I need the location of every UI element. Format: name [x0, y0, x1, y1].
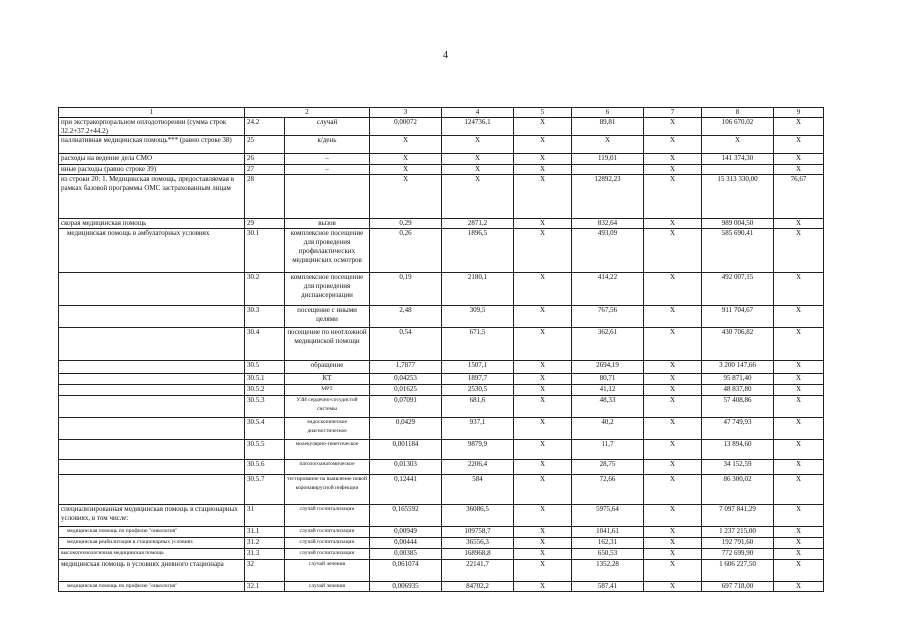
- value-cell: X: [514, 560, 572, 582]
- unit-cell: тестирование на выявление новой коронавирусной инфекции: [285, 475, 370, 505]
- value-cell: 2530,5: [442, 385, 514, 396]
- value-cell: 119,01: [572, 154, 644, 165]
- value-cell: 0,061074: [370, 560, 442, 582]
- row-code-cell: 30.5.3: [245, 396, 285, 418]
- row-label-cell: [59, 273, 245, 306]
- value-cell: 414,22: [572, 273, 644, 306]
- value-cell: X: [514, 117, 572, 136]
- value-cell: 40,2: [572, 418, 644, 440]
- row-label-cell: скорая медицинская помощь: [59, 219, 245, 229]
- value-cell: X: [514, 273, 572, 306]
- value-cell: 0,01303: [370, 460, 442, 475]
- value-cell: X: [774, 306, 824, 328]
- value-cell: 0,165592: [370, 505, 442, 527]
- value-cell: X: [514, 306, 572, 328]
- value-cell: 57 408,86: [702, 396, 774, 418]
- table-row: [59, 374, 824, 385]
- row-code-cell: 28: [245, 175, 285, 219]
- value-cell: X: [514, 175, 572, 219]
- header-row: [59, 108, 824, 118]
- value-cell: 86 300,02: [702, 475, 774, 505]
- table-row: [59, 418, 824, 440]
- row-code-cell: 31.3: [245, 549, 285, 560]
- row-label-cell: паллиативная медицинская помощь*** (равно строке 38): [59, 136, 245, 154]
- value-cell: 0,0429: [370, 418, 442, 440]
- table-row: [59, 460, 824, 475]
- value-cell: 0,12441: [370, 475, 442, 505]
- header-cell: 1: [59, 108, 245, 118]
- row-label-cell: при экстракорпоральном оплодотворении (сумма строк 32.2+37.2+44.2): [59, 117, 245, 136]
- value-cell: 584: [442, 475, 514, 505]
- row-label-cell: [59, 361, 245, 374]
- unit-cell: КТ: [285, 374, 370, 385]
- value-cell: X: [644, 136, 702, 154]
- unit-cell: эндоскопическое диагностическое: [285, 418, 370, 440]
- value-cell: 80,71: [572, 374, 644, 385]
- value-cell: 7 097 841,29: [702, 505, 774, 527]
- value-cell: 13 894,60: [702, 440, 774, 460]
- row-code-cell: 27: [245, 165, 285, 175]
- value-cell: 650,53: [572, 549, 644, 560]
- value-cell: 141 374,30: [702, 154, 774, 165]
- value-cell: X: [774, 328, 824, 361]
- row-label-cell: [59, 460, 245, 475]
- unit-cell: [285, 175, 370, 219]
- value-cell: 15 313 330,00: [702, 175, 774, 219]
- value-cell: X: [514, 440, 572, 460]
- value-cell: 0,00444: [370, 538, 442, 549]
- value-cell: X: [774, 560, 824, 582]
- value-cell: 1041,61: [572, 527, 644, 538]
- value-cell: X: [514, 475, 572, 505]
- value-cell: 5975,64: [572, 505, 644, 527]
- value-cell: X: [644, 396, 702, 418]
- value-cell: X: [514, 165, 572, 175]
- value-cell: 84702,2: [442, 582, 514, 592]
- row-code-cell: 30.5.7: [245, 475, 285, 505]
- unit-cell: вызов: [285, 219, 370, 229]
- value-cell: 36086,5: [442, 505, 514, 527]
- value-cell: 0,006935: [370, 582, 442, 592]
- value-cell: X: [644, 440, 702, 460]
- value-cell: 0,00072: [370, 117, 442, 136]
- row-code-cell: 30.5.1: [245, 374, 285, 385]
- row-label-cell: [59, 306, 245, 328]
- value-cell: X: [442, 154, 514, 165]
- value-cell: 309,5: [442, 306, 514, 328]
- table-row: [59, 175, 824, 219]
- value-cell: 0,00949: [370, 527, 442, 538]
- value-cell: 671,5: [442, 328, 514, 361]
- value-cell: 47 749,93: [702, 418, 774, 440]
- row-code-cell: 24.2: [245, 117, 285, 136]
- row-code-cell: 29: [245, 219, 285, 229]
- value-cell: X: [370, 136, 442, 154]
- value-cell: X: [514, 538, 572, 549]
- value-cell: 34 152,59: [702, 460, 774, 475]
- value-cell: X: [774, 460, 824, 475]
- value-cell: 28,75: [572, 460, 644, 475]
- value-cell: 697 718,00: [702, 582, 774, 592]
- header-cell: 9: [774, 108, 824, 118]
- value-cell: X: [644, 560, 702, 582]
- header-cell: 5: [514, 108, 572, 118]
- value-cell: 585 690,41: [702, 229, 774, 273]
- value-cell: X: [514, 229, 572, 273]
- table-row: [59, 154, 824, 165]
- value-cell: X: [370, 175, 442, 219]
- table-row: [59, 229, 824, 273]
- value-cell: 937,1: [442, 418, 514, 440]
- value-cell: 3 200 147,66: [702, 361, 774, 374]
- unit-cell: –: [285, 154, 370, 165]
- value-cell: 2206,4: [442, 460, 514, 475]
- unit-cell: случай госпитализации: [285, 505, 370, 527]
- unit-cell: обращение: [285, 361, 370, 374]
- row-label-cell: медицинская реабилитация в стационарных условиях: [59, 538, 245, 549]
- value-cell: X: [644, 505, 702, 527]
- value-cell: 1896,5: [442, 229, 514, 273]
- value-cell: X: [774, 527, 824, 538]
- value-cell: X: [774, 418, 824, 440]
- row-label-cell: [59, 418, 245, 440]
- value-cell: 2,48: [370, 306, 442, 328]
- value-cell: X: [514, 549, 572, 560]
- row-code-cell: 25: [245, 136, 285, 154]
- unit-cell: МРТ: [285, 385, 370, 396]
- value-cell: X: [774, 374, 824, 385]
- row-code-cell: 30.5.6: [245, 460, 285, 475]
- value-cell: X: [774, 154, 824, 165]
- row-code-cell: 26: [245, 154, 285, 165]
- table-row: [59, 219, 824, 229]
- value-cell: 1 237 215,00: [702, 527, 774, 538]
- value-cell: 1507,1: [442, 361, 514, 374]
- value-cell: X: [774, 475, 824, 505]
- value-cell: 0,29: [370, 219, 442, 229]
- unit-cell: молекулярно-генетическое: [285, 440, 370, 460]
- value-cell: 767,56: [572, 306, 644, 328]
- row-code-cell: 30.3: [245, 306, 285, 328]
- value-cell: X: [514, 385, 572, 396]
- value-cell: X: [644, 306, 702, 328]
- row-label-cell: высокотехнологичная медицинская помощь: [59, 549, 245, 560]
- value-cell: 911 704,67: [702, 306, 774, 328]
- page-number: 4: [443, 50, 448, 61]
- value-cell: 832,64: [572, 219, 644, 229]
- value-cell: X: [774, 549, 824, 560]
- header-cell: 2: [245, 108, 370, 118]
- value-cell: X: [514, 136, 572, 154]
- value-cell: X: [644, 538, 702, 549]
- value-cell: 1 606 227,50: [702, 560, 774, 582]
- value-cell: 76,67: [774, 175, 824, 219]
- value-cell: 0,04253: [370, 374, 442, 385]
- table-row: [59, 361, 824, 374]
- value-cell: X: [644, 154, 702, 165]
- value-cell: 2871,2: [442, 219, 514, 229]
- value-cell: X: [644, 165, 702, 175]
- table-row: [59, 165, 824, 175]
- row-label-cell: [59, 374, 245, 385]
- row-code-cell: 31.1: [245, 527, 285, 538]
- row-label-cell: расходы на ведение дела СМО: [59, 154, 245, 165]
- value-cell: 162,31: [572, 538, 644, 549]
- table-row: [59, 560, 824, 582]
- value-cell: X: [774, 219, 824, 229]
- row-label-cell: из строки 20: 1. Медицинская помощь, предоставляемая в рамках базовой программы ОМС застрахованным лицам: [59, 175, 245, 219]
- row-code-cell: 31: [245, 505, 285, 527]
- value-cell: X: [514, 361, 572, 374]
- value-cell: 109758,7: [442, 527, 514, 538]
- value-cell: X: [370, 165, 442, 175]
- table-row: [59, 475, 824, 505]
- value-cell: X: [644, 117, 702, 136]
- value-cell: X: [514, 527, 572, 538]
- value-cell: X: [514, 154, 572, 165]
- value-cell: X: [774, 396, 824, 418]
- unit-cell: к/день: [285, 136, 370, 154]
- table-row: [59, 385, 824, 396]
- row-code-cell: 32.1: [245, 582, 285, 592]
- value-cell: X: [644, 229, 702, 273]
- header-cell: 8: [702, 108, 774, 118]
- value-cell: X: [572, 136, 644, 154]
- row-label-cell: [59, 385, 245, 396]
- value-cell: X: [644, 361, 702, 374]
- value-cell: 106 670,02: [702, 117, 774, 136]
- unit-cell: УЗИ сердечно-сосудистой системы: [285, 396, 370, 418]
- row-label-cell: медицинская помощь в условиях дневного стационара: [59, 560, 245, 582]
- value-cell: 12892,23: [572, 175, 644, 219]
- unit-cell: посещение по неотложной медицинской помощи: [285, 328, 370, 361]
- value-cell: X: [774, 505, 824, 527]
- row-code-cell: 32: [245, 560, 285, 582]
- value-cell: 1897,7: [442, 374, 514, 385]
- row-label-cell: [59, 396, 245, 418]
- value-cell: X: [644, 475, 702, 505]
- value-cell: X: [774, 361, 824, 374]
- value-cell: X: [774, 229, 824, 273]
- value-cell: 587,41: [572, 582, 644, 592]
- value-cell: X: [514, 582, 572, 592]
- unit-cell: случай госпитализации: [285, 527, 370, 538]
- header-cell: 3: [370, 108, 442, 118]
- value-cell: 72,66: [572, 475, 644, 505]
- row-code-cell: 31.2: [245, 538, 285, 549]
- value-cell: [702, 165, 774, 175]
- value-cell: X: [514, 219, 572, 229]
- value-cell: 0,00385: [370, 549, 442, 560]
- value-cell: 168968,8: [442, 549, 514, 560]
- value-cell: 0,01625: [370, 385, 442, 396]
- row-code-cell: 30.2: [245, 273, 285, 306]
- data-table: [58, 107, 824, 592]
- value-cell: X: [514, 460, 572, 475]
- value-cell: X: [442, 175, 514, 219]
- value-cell: X: [644, 418, 702, 440]
- value-cell: X: [644, 460, 702, 475]
- value-cell: 124736,1: [442, 117, 514, 136]
- value-cell: X: [774, 136, 824, 154]
- value-cell: 89,81: [572, 117, 644, 136]
- row-code-cell: 30.5.2: [245, 385, 285, 396]
- value-cell: X: [442, 165, 514, 175]
- row-label-cell: медицинская помощь по профилю "онкология": [59, 527, 245, 538]
- row-code-cell: 30.5: [245, 361, 285, 374]
- row-code-cell: 30.5.4: [245, 418, 285, 440]
- value-cell: 362,61: [572, 328, 644, 361]
- value-cell: 36556,3: [442, 538, 514, 549]
- header-cell: 4: [442, 108, 514, 118]
- row-label-cell: медицинская помощь по профилю "онкология": [59, 582, 245, 592]
- value-cell: X: [644, 582, 702, 592]
- unit-cell: –: [285, 165, 370, 175]
- table-row: [59, 549, 824, 560]
- unit-cell: посещение с иными целями: [285, 306, 370, 328]
- row-label-cell: [59, 440, 245, 460]
- value-cell: 9879,9: [442, 440, 514, 460]
- table-row: [59, 505, 824, 527]
- value-cell: X: [644, 374, 702, 385]
- unit-cell: комплексное посещение для проведения диспансеризации: [285, 273, 370, 306]
- value-cell: X: [644, 328, 702, 361]
- unit-cell: комплексное посещение для проведения профилактических медицинских осмотров: [285, 229, 370, 273]
- value-cell: X: [514, 505, 572, 527]
- table-row: [59, 538, 824, 549]
- unit-cell: случай: [285, 117, 370, 136]
- value-cell: 0,001184: [370, 440, 442, 460]
- value-cell: X: [514, 396, 572, 418]
- value-cell: 22141,7: [442, 560, 514, 582]
- value-cell: X: [702, 136, 774, 154]
- unit-cell: случай госпитализации: [285, 549, 370, 560]
- unit-cell: патологоанатомическое: [285, 460, 370, 475]
- table-row: [59, 328, 824, 361]
- value-cell: 430 706,82: [702, 328, 774, 361]
- value-cell: 0,26: [370, 229, 442, 273]
- value-cell: X: [644, 385, 702, 396]
- table-row: [59, 136, 824, 154]
- row-label-cell: [59, 328, 245, 361]
- row-label-cell: медицинская помощь в амбулаторных условиях: [59, 229, 245, 273]
- value-cell: X: [774, 273, 824, 306]
- row-code-cell: 30.1: [245, 229, 285, 273]
- unit-cell: случай госпитализации: [285, 538, 370, 549]
- value-cell: X: [774, 538, 824, 549]
- value-cell: X: [644, 549, 702, 560]
- value-cell: 11,7: [572, 440, 644, 460]
- value-cell: 493,09: [572, 229, 644, 273]
- value-cell: X: [644, 175, 702, 219]
- value-cell: X: [514, 374, 572, 385]
- value-cell: 48 837,80: [702, 385, 774, 396]
- value-cell: 772 699,90: [702, 549, 774, 560]
- value-cell: X: [774, 117, 824, 136]
- table-row: [59, 306, 824, 328]
- row-label-cell: специализированная медицинская помощь в стационарных условиях, в том числе:: [59, 505, 245, 527]
- value-cell: 2180,1: [442, 273, 514, 306]
- value-cell: X: [774, 385, 824, 396]
- value-cell: 0,07091: [370, 396, 442, 418]
- value-cell: X: [774, 582, 824, 592]
- value-cell: 492 007,15: [702, 273, 774, 306]
- value-cell: X: [774, 440, 824, 460]
- table-row: [59, 527, 824, 538]
- value-cell: X: [442, 136, 514, 154]
- row-label-cell: иные расходы (равно строке 39): [59, 165, 245, 175]
- value-cell: [572, 165, 644, 175]
- table-row: [59, 273, 824, 306]
- value-cell: 41,12: [572, 385, 644, 396]
- value-cell: X: [370, 154, 442, 165]
- value-cell: 0,54: [370, 328, 442, 361]
- value-cell: 2694,19: [572, 361, 644, 374]
- value-cell: X: [514, 328, 572, 361]
- value-cell: 0,19: [370, 273, 442, 306]
- table-row: [59, 117, 824, 136]
- unit-cell: случай лечения: [285, 560, 370, 582]
- unit-cell: случай лечения: [285, 582, 370, 592]
- row-code-cell: 30.5.5: [245, 440, 285, 460]
- row-code-cell: 30.4: [245, 328, 285, 361]
- table-row: [59, 582, 824, 592]
- table-row: [59, 440, 824, 460]
- value-cell: X: [644, 219, 702, 229]
- value-cell: 192 791,60: [702, 538, 774, 549]
- table-row: [59, 396, 824, 418]
- value-cell: X: [644, 527, 702, 538]
- value-cell: 681,6: [442, 396, 514, 418]
- value-cell: 95 871,40: [702, 374, 774, 385]
- row-label-cell: [59, 475, 245, 505]
- value-cell: 1352,28: [572, 560, 644, 582]
- value-cell: X: [514, 418, 572, 440]
- value-cell: 989 004,50: [702, 219, 774, 229]
- value-cell: X: [774, 165, 824, 175]
- header-cell: 6: [572, 108, 644, 118]
- header-cell: 7: [644, 108, 702, 118]
- value-cell: 1,7877: [370, 361, 442, 374]
- value-cell: X: [644, 273, 702, 306]
- value-cell: 48,33: [572, 396, 644, 418]
